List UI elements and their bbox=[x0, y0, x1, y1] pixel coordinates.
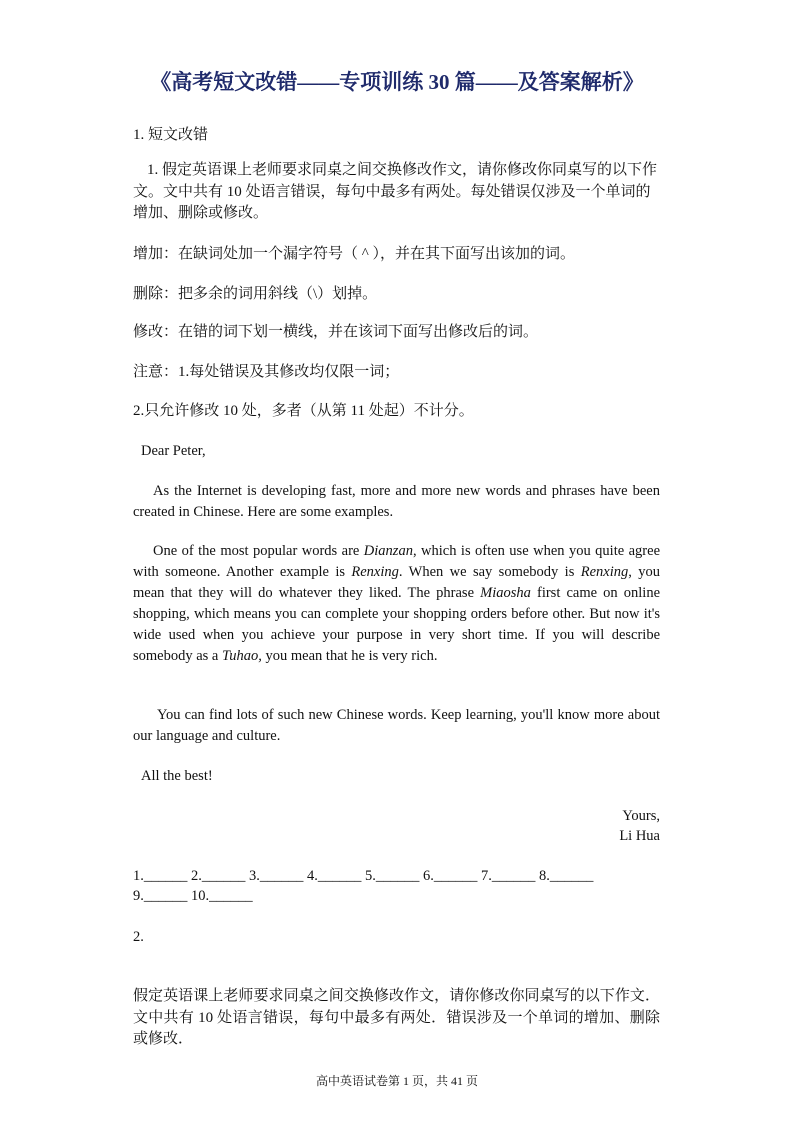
letter-closing: All the best! bbox=[141, 768, 213, 784]
p2-seg-5: first came on online shopping, which means you can complete your shopping orders before other. But now it's wide used when you achieve your purpose in very short time. If you will describe somebody as a bbox=[133, 585, 661, 664]
p2-seg-4: , you mean that they will do whatever they liked. The phrase bbox=[133, 564, 661, 601]
p2-seg-6: you mean that he is very rich. bbox=[261, 648, 438, 664]
p2-seg-1: One of the most popular words are bbox=[153, 543, 364, 559]
word-miaosha: Miaosha bbox=[480, 585, 531, 601]
section-heading: 1. 短文改错 bbox=[133, 127, 209, 143]
paragraph-1-text: As the Internet is developing fast, more and more new words and phrases have been created in Chinese. Here are some examples. bbox=[133, 483, 660, 520]
page-footer: 高中英语试卷第 1 页，共 41 页 bbox=[315, 1074, 478, 1088]
rule-delete: 删除：把多余的词用斜线（\）划掉。 bbox=[133, 286, 378, 302]
q2-instruction bbox=[133, 986, 660, 1051]
word-dianzan: Dianzan bbox=[363, 543, 413, 559]
rule-add: 增加：在缺词处加一个漏字符号（ ^ ），并在其下面写出该加的词。 bbox=[133, 246, 576, 262]
note-2: 2.只允许修改 10 处，多者（从第 11 处起）不计分。 bbox=[133, 403, 474, 419]
word-renxing: Renxing bbox=[351, 564, 399, 580]
letter-sign-off: Yours, bbox=[622, 808, 660, 824]
letter-paragraph-3 bbox=[133, 705, 660, 747]
letter-paragraph-1 bbox=[133, 481, 660, 523]
letter-signature: Li Hua bbox=[619, 828, 660, 844]
document-title: 《高考短文改错——专项训练 30 篇——及答案解析》 bbox=[150, 70, 644, 94]
q1-instruction bbox=[133, 160, 660, 225]
p2-seg-3: . When we say somebody is bbox=[398, 564, 581, 580]
word-renxing-2: Renxing bbox=[580, 564, 629, 580]
question-2-number: 2. bbox=[133, 929, 144, 945]
q2-instruction-text: 假定英语课上老师要求同桌之间交换修改作文，请你修改你同桌写的以下作文．文中共有 10 处语言错误，每句中最多有两处．错误涉及一个单词的增加、删除或修改． bbox=[133, 988, 660, 1047]
p2-seg-2: , which is often use when you quite agree with someone. Another example is bbox=[133, 543, 661, 580]
word-tuhao: Tuhao, bbox=[222, 648, 262, 664]
paragraph-2-text bbox=[133, 541, 660, 667]
letter-greeting: Dear Peter, bbox=[141, 443, 206, 459]
rule-modify: 修改：在错的词下划一横线，并在该词下面写出修改后的词。 bbox=[133, 324, 539, 340]
letter-paragraph-2 bbox=[133, 541, 660, 667]
q1-instruction-text: 1. 假定英语课上老师要求同桌之间交换修改作文，请你修改你同桌写的以下作文。文中共有 10 处语言错误，每句中最多有两处。每处错误仅涉及一个单词的增加、删除或修改。 bbox=[133, 162, 658, 221]
paragraph-3-text: You can find lots of such new Chinese words. Keep learning, you'll know more about our language and culture. bbox=[133, 707, 660, 744]
note-1: 注意：1.每处错误及其修改均仅限一词； bbox=[133, 364, 400, 380]
answer-blanks-row-2: 9.______ 10.______ bbox=[133, 888, 253, 904]
answer-blanks-row-1: 1.______ 2.______ 3.______ 4.______ 5.______ 6.______ 7.______ 8.______ bbox=[133, 868, 594, 884]
